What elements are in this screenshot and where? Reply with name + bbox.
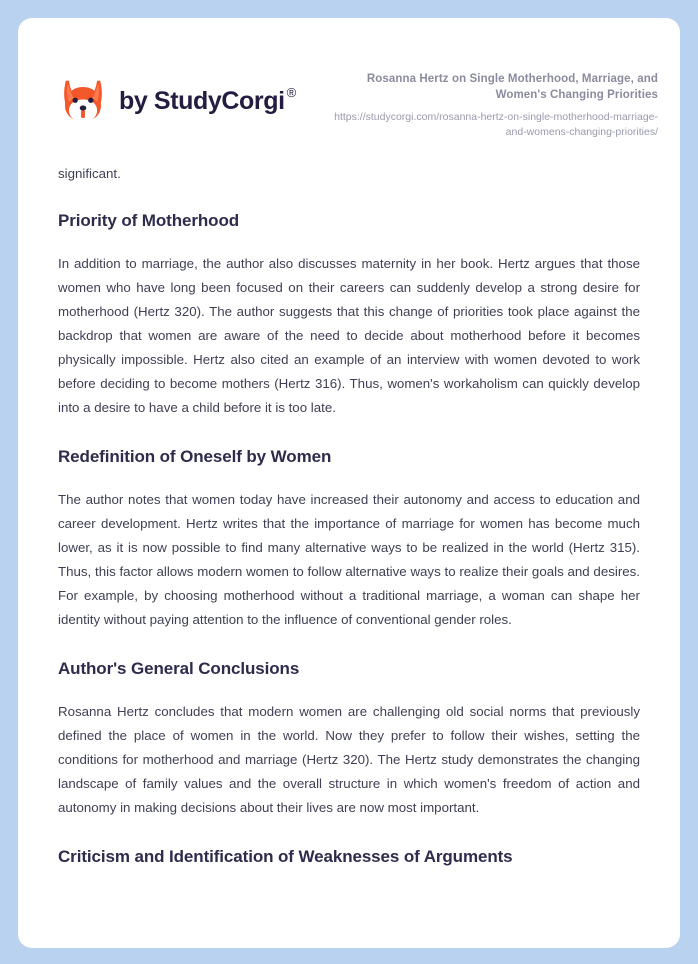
document-body [18,140,680,868]
section-heading-priority-of-motherhood: Priority of Motherhood [58,210,240,230]
section-paragraph: The author notes that women today have increased their autonomy and access to education and career development. Hertz writes that the importance of marriage for women has become much lower, as it is now possible to find many alternative ways to be realized in the world (Hertz 315). Thus, this factor allows modern women to follow alternative ways to realize their goals and desires. For example, by choosing motherhood without a traditional marriage, a woman can shape her identity without paying attention to the influence of conventional gender roles. [58,492,640,628]
brand-lockup [58,68,296,126]
document-page-card [18,18,680,948]
header-meta [328,68,658,140]
brand-wordmark-text: by StudyCorgi [119,86,285,115]
brand-wordmark [119,87,296,116]
source-url: https://studycorgi.com/rosanna-hertz-on-single-motherhood-marriage-and-womens-changing-priorities/ [334,111,658,138]
section-paragraph: In addition to marriage, the author also discusses maternity in her book. Hertz argues that those women who have long been focused on their careers can suddenly develop a strong desire for motherhood (Hertz 320). The author suggests that this change of priorities took place against the backdrop that women are aware of the need to decide about motherhood before it becomes physically impossible. Hertz also cited an example of an interview with women devoted to work before deciding to become mothers (Hertz 316). Thus, women's workaholism can quickly develop into a desire to have a child before it is too late. [58,255,640,415]
section-heading-redefinition-of-oneself-by-women: Redefinition of Oneself by Women [58,446,332,466]
document-header [18,18,680,140]
continued-paragraph: significant. [58,165,121,181]
registered-trademark-icon: ® [286,85,296,101]
page-title: Rosanna Hertz on Single Motherhood, Marriage, and Women's Changing Priorities [366,73,658,101]
corgi-logo-icon [58,76,108,126]
section-paragraph: Rosanna Hertz concludes that modern women are challenging old social norms that previously defined the place of women in the world. Now they prefer to follow their wishes, setting the conditions for motherhood and marriage (Hertz 320). The Hertz study demonstrates the changing landscape of family values and the overall structure in which women's freedom of action and autonomy in making decisions about their lives are now most important. [58,704,640,816]
section-heading-authors-general-conclusions: Author's General Conclusions [58,659,300,679]
section-heading-criticism-and-identification-of-weaknesses-of-arguments: Criticism and Identification of Weaknesses of Arguments [58,847,513,867]
